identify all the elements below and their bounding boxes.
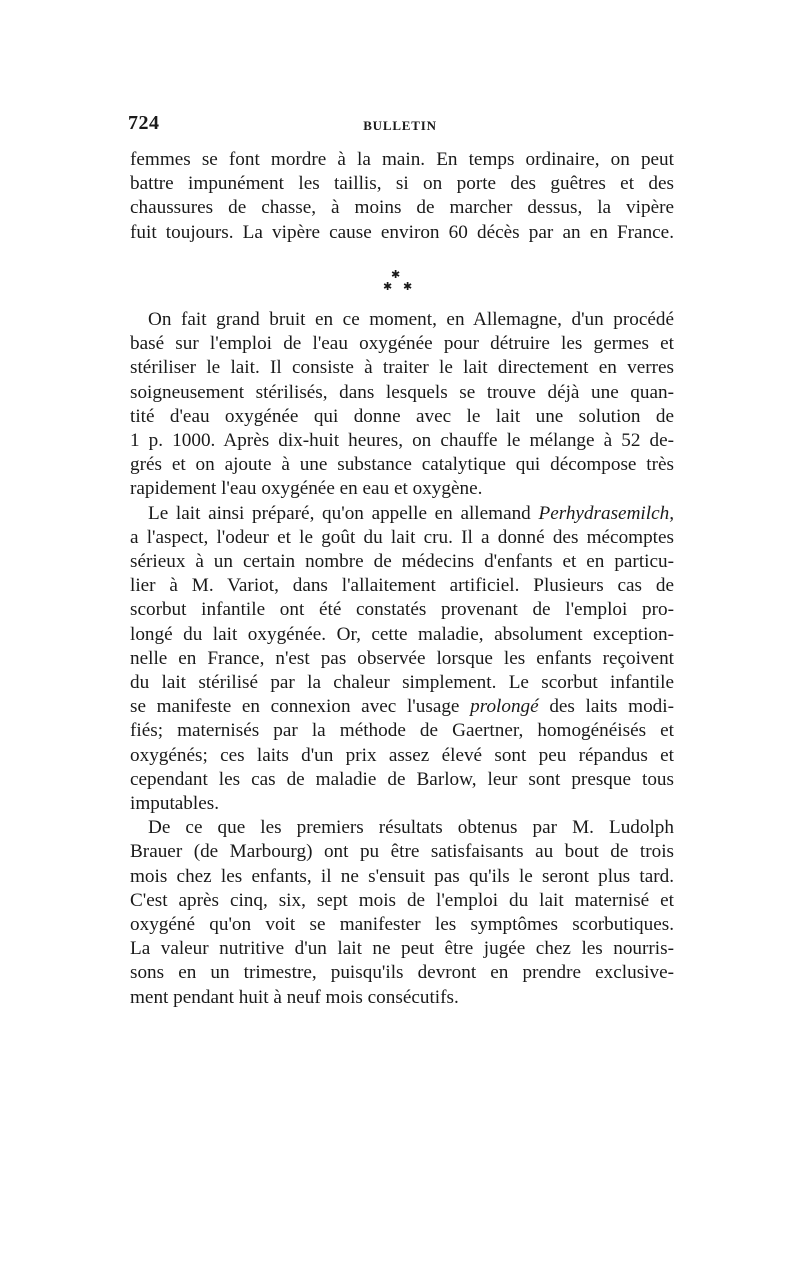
text-line: femmes se font mordre à la main. En temps ordinaire, on peut bbox=[130, 149, 674, 170]
text-line: ment pendant huit à neuf mois consécutifs. bbox=[130, 986, 459, 1008]
text-line: basé sur l'emploi de l'eau oxygénée pour détruire les germes et bbox=[130, 333, 674, 355]
text-line: soigneusement stérilisés, dans lesquels se trouve déjà une quan- bbox=[130, 381, 674, 403]
text-line: a l'aspect, l'odeur et le goût du lait cru. Il a donné des mécomptes bbox=[130, 526, 674, 548]
text-line bbox=[130, 695, 674, 719]
text-line: mois chez les enfants, il ne s'ensuit pas qu'ils le seront plus tard. bbox=[130, 865, 674, 887]
text-line: rapidement l'eau oxygénée en eau et oxygène. bbox=[130, 478, 483, 500]
text-line: sons en un trimestre, puisqu'ils devront en prendre exclusive- bbox=[130, 962, 674, 984]
text-line: 1 p. 1000. Après dix-huit heures, on chauffe le mélange à 52 de- bbox=[130, 430, 674, 452]
text-line: du lait stérilisé par la chaleur simplement. Le scorbut infantile bbox=[130, 672, 674, 694]
text-line bbox=[130, 502, 674, 526]
text-line: nelle en France, n'est pas observée lorsque les enfants reçoivent bbox=[130, 647, 674, 669]
text-fragment: des laits modi- bbox=[538, 696, 674, 718]
text-line: longé du lait oxygénée. Or, cette maladie, absolument exception- bbox=[130, 623, 674, 645]
text-line: lier à M. Variot, dans l'allaitement artificiel. Plusieurs cas de bbox=[130, 575, 674, 597]
text-line: grés et on ajoute à une substance catalytique qui décompose très bbox=[130, 454, 674, 476]
italic-term: Perhydrasemilch, bbox=[538, 502, 674, 524]
text-line: imputables. bbox=[130, 793, 219, 815]
text-fragment: se manifeste en connexion avec l'usage bbox=[130, 696, 471, 718]
page-number: 724 bbox=[128, 112, 160, 134]
text-line: La valeur nutritive d'un lait ne peut être jugée chez les nourris- bbox=[130, 938, 674, 960]
text-line: tité d'eau oxygénée qui donne avec le lait une solution de bbox=[130, 405, 674, 427]
text-line: C'est après cinq, six, sept mois de l'emploi du lait maternisé et bbox=[130, 889, 674, 911]
text-line: scorbut infantile ont été constatés provenant de l'emploi pro- bbox=[130, 599, 674, 621]
text-line: battre impunément les taillis, si on porte des guêtres et des bbox=[130, 173, 674, 195]
text-line: stériliser le lait. Il consiste à traiter le lait directement en verres bbox=[130, 357, 674, 379]
paragraph-oxygenated-milk bbox=[130, 308, 674, 1010]
text-line: sérieux à un certain nombre de médecins d'enfants et en particu- bbox=[130, 551, 674, 573]
text-line: fiés; maternisés par la méthode de Gaertner, homogénéisés et bbox=[130, 720, 674, 742]
paragraph-vipers bbox=[130, 148, 674, 245]
text-line: fuit toujours. La vipère cause environ 60 décès par an en France. bbox=[130, 221, 674, 243]
text-line: On fait grand bruit en ce moment, en Allemagne, d'un procédé bbox=[148, 309, 674, 330]
asterism-star: ✱ bbox=[383, 280, 393, 293]
section-separator-asterism bbox=[368, 268, 428, 304]
page-header bbox=[128, 112, 672, 142]
text-line: oxygénés; ces laits d'un prix assez élevé sont peu répandus et bbox=[130, 744, 674, 766]
italic-term: prolongé bbox=[470, 696, 539, 718]
text-line: oxygéné qu'on voit se manifester les symptômes scorbutiques. bbox=[130, 914, 674, 936]
text-line: cependant les cas de maladie de Barlow, leur sont presque tous bbox=[130, 768, 674, 790]
text-fragment: Le lait ainsi préparé, qu'on appelle en allemand bbox=[148, 502, 539, 524]
text-line: chaussures de chasse, à moins de marcher dessus, la vipère bbox=[130, 197, 674, 219]
text-line: Brauer (de Marbourg) ont pu être satisfaisants au bout de trois bbox=[130, 841, 674, 863]
text-line: De ce que les premiers résultats obtenus par M. Ludolph bbox=[148, 817, 674, 839]
asterism-star: ✱ bbox=[391, 268, 401, 281]
asterism-star: ✱ bbox=[403, 280, 413, 293]
running-head: BULLETIN bbox=[363, 118, 437, 133]
